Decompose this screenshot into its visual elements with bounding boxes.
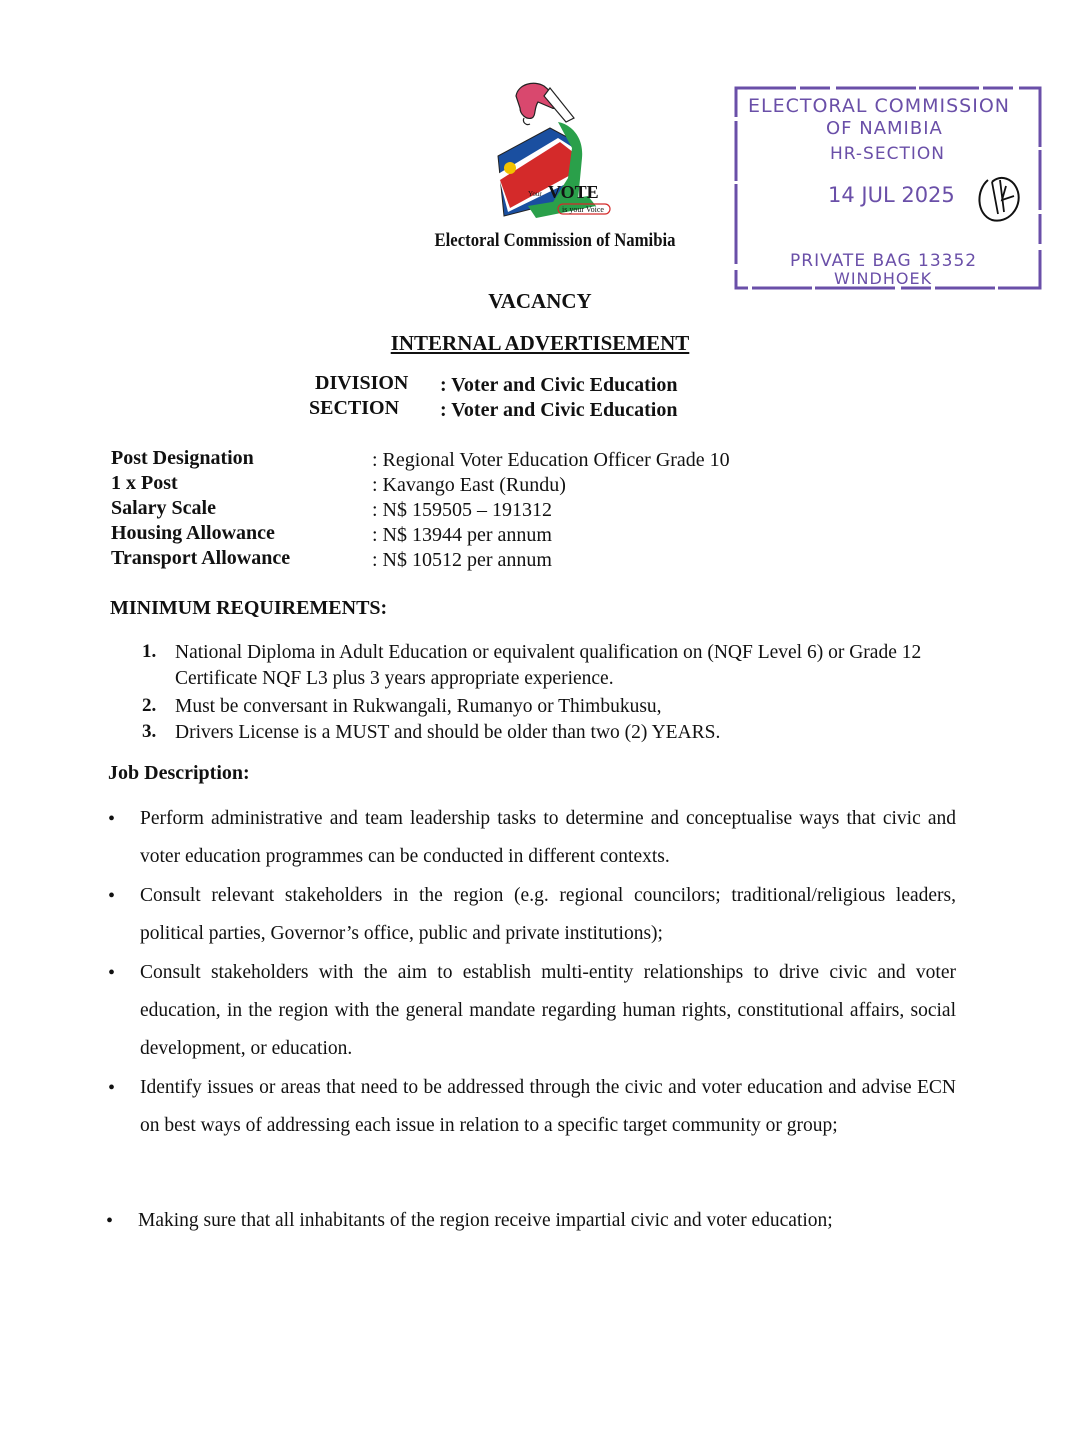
stamp-line-4: PRIVATE BAG 13352 — [790, 251, 978, 271]
requirement-item: National Diploma in Adult Education or equivalent qualification on (NQF Level 6) or Grade 12 Certificate NQF L3 plus 3 years appropriate experience. — [175, 642, 922, 689]
post-designation-label: Post Designation — [111, 447, 254, 469]
housing-allowance-value: : N$ 13944 per annum — [372, 524, 552, 546]
signature-mark — [979, 178, 1018, 221]
section-value: : Voter and Civic Education — [440, 399, 678, 421]
logo-voice-text: is your Voice — [562, 205, 604, 214]
ecn-logo — [488, 78, 618, 226]
requirement-number: 1. — [142, 641, 157, 662]
requirement-item: Must be conversant in Rukwangali, Rumanyo or Thimbukusu, — [175, 696, 662, 717]
bullet-icon: • — [108, 808, 116, 830]
division-value: : Voter and Civic Education — [440, 374, 678, 396]
stamp-line-5: WINDHOEK — [834, 269, 933, 288]
job-description-heading: Job Description: — [108, 762, 250, 784]
post-count-label: 1 x Post — [111, 472, 178, 494]
post-designation-value: : Regional Voter Education Officer Grade 10 — [372, 449, 730, 471]
hr-received-stamp — [730, 82, 1048, 296]
salary-scale-label: Salary Scale — [111, 497, 216, 519]
stamp-line-2: OF NAMIBIA — [826, 118, 943, 139]
logo-vote-text: VOTE — [548, 182, 599, 202]
post-location-value: : Kavango East (Rundu) — [372, 474, 566, 496]
bullet-icon: • — [108, 885, 116, 907]
bullet-icon: • — [108, 1077, 116, 1099]
job-description-item: Consult stakeholders with the aim to establish multi-entity relationships to drive civic and voter education, in the region with the general mandate regarding human rights, constitutional affairs, social development, or education. — [140, 962, 956, 1059]
requirement-item: Drivers License is a MUST and should be older than two (2) YEARS. — [175, 722, 721, 743]
stamp-date: 14 JUL 2025 — [828, 183, 955, 207]
job-description-item: Identify issues or areas that need to be addressed through the civic and voter education and advise ECN on best ways of addressing each issue in relation to a specific target community or group; — [140, 1077, 956, 1136]
salary-scale-value: : N$ 159505 – 191312 — [372, 499, 552, 521]
logo-your-text: Your — [528, 190, 542, 198]
bullet-icon: • — [106, 1210, 114, 1232]
requirement-number: 3. — [142, 721, 157, 742]
stamp-line-3: HR-SECTION — [830, 144, 945, 164]
transport-allowance-label: Transport Allowance — [111, 547, 291, 569]
job-description-item: Consult relevant stakeholders in the region (e.g. regional councilors; traditional/religious leaders, political parties, Governor’s office, public and private institutions); — [140, 885, 956, 944]
transport-allowance-value: : N$ 10512 per annum — [372, 549, 552, 571]
stamp-line-1: ELECTORAL COMMISSION — [748, 95, 1010, 117]
job-description-item: Making sure that all inhabitants of the region receive impartial civic and voter education; — [138, 1210, 833, 1231]
requirements-heading: MINIMUM REQUIREMENTS: — [110, 597, 388, 619]
housing-allowance-label: Housing Allowance — [111, 522, 275, 544]
bullet-icon: • — [108, 962, 116, 984]
subtitle-text: INTERNAL ADVERTISEMENT — [390, 331, 690, 355]
page-title: VACANCY — [488, 289, 592, 313]
division-label: DIVISION — [315, 372, 409, 394]
section-label: SECTION — [309, 397, 400, 419]
organization-name: Electoral Commission of Namibia — [434, 230, 676, 251]
job-description-item: Perform administrative and team leadership tasks to determine and conceptualise ways that civic and voter education programmes can be conducted in different contexts. — [140, 808, 956, 867]
page-subtitle — [0, 331, 1080, 356]
requirement-number: 2. — [142, 695, 157, 716]
